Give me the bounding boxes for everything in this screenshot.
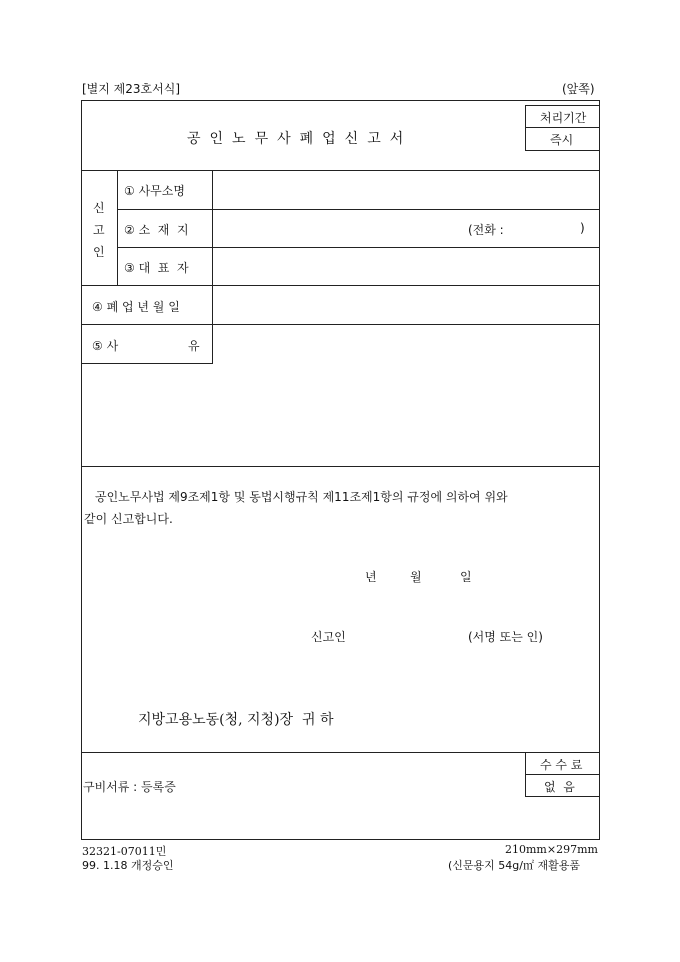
fee-label: 수 수 료 <box>540 758 583 772</box>
form-number: [별지 제23호서식] <box>82 82 180 96</box>
applicant-label-2: 고 <box>93 223 105 237</box>
reason-label-suffix: 유 <box>188 339 200 353</box>
office-name-label: ① 사무소명 <box>124 184 185 198</box>
representative-label: ③ 대 표 자 <box>124 261 189 275</box>
signature-label: 신고인 <box>311 630 346 644</box>
footer-paper: (신문용지 54g/㎡ 재활용품 <box>448 859 580 872</box>
date-month: 월 <box>410 570 422 584</box>
applicant-label-3: 인 <box>93 245 105 259</box>
processing-label: 처리기간 <box>540 111 587 125</box>
required-documents: 구비서류 : 등록증 <box>83 780 176 794</box>
phone-label: (전화 : <box>468 223 504 237</box>
date-year: 년 <box>365 570 377 584</box>
location-label: ② 소 재 지 <box>124 223 189 237</box>
applicant-label-1: 신 <box>93 201 105 215</box>
footer-approval: 99. 1.18 개정승인 <box>82 859 174 872</box>
footer-size: 210mm×297mm <box>505 843 598 856</box>
recipient: 지방고용노동(청, 지청)장 귀 하 <box>138 712 334 728</box>
fee-value: 없 음 <box>544 780 575 794</box>
signature-note: (서명 또는 인) <box>468 630 543 644</box>
closure-date-label: ④ 폐 업 년 월 일 <box>92 300 180 314</box>
phone-close: ) <box>580 221 585 235</box>
page-side: (앞쪽) <box>562 82 595 96</box>
form-frame <box>81 100 600 840</box>
processing-value: 즉시 <box>550 133 574 147</box>
form-title: 공인노무사폐업신고서 <box>187 131 413 147</box>
declaration-line-1: 공인노무사법 제9조제1항 및 동법시행규칙 제11조제1항의 규정에 의하여 위와 <box>95 490 508 504</box>
reason-label: ⑤ 사 <box>92 339 119 353</box>
footer-code: 32321-07011민 <box>82 845 167 858</box>
declaration-line-2: 같이 신고합니다. <box>84 512 173 526</box>
date-day: 일 <box>460 570 472 584</box>
